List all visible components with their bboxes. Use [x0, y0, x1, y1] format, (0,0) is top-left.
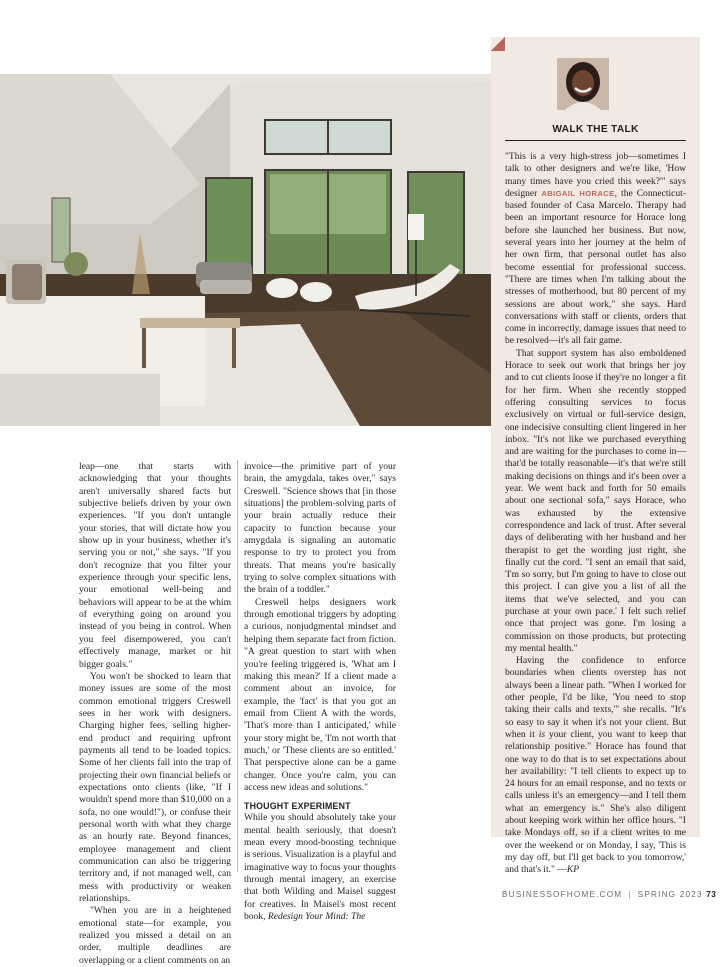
publication-url: BUSINESSOFHOME.COM: [502, 890, 623, 899]
section-subhead: THOUGHT EXPERIMENT: [244, 801, 351, 812]
sidebar-title: WALK THE TALK: [552, 124, 639, 135]
sidebar-corner-accent: [491, 37, 505, 51]
footer-separator: |: [628, 890, 632, 899]
sidebar-paragraph: That support system has also emboldened Horace to seek out work that brings her joy and to cut clients loose if they're no longer a fit for her firm. When she recently stopped offering consulting services to focus exclusively on virtual or full-service design, one indecisive consulting client lingered in her inbox. "It's not like we purchased everything and are waiting for the purchases to come in—that'd be totally reasonable—it's that we're still making decisions on things and it's been over a year. We went back and forth for 50 emails about one sectional sofa," says Horace, who was exhausted by the extensive correspondence and lack of trust. After several days of deliberating with her husband and her therapist to get the wording just right, she finally cut the cord. "I sent an email that said, 'I'm so sorry, but I'm going to have to close out this project. I can give you a list of all the items that we've selected, and you can purchase at your own pace.' I felt such relief once that project was gone. I'm losing a commission on those products, but protecting my mental health.": [505, 347, 686, 654]
article-paragraph: leap—one that starts with acknowledging that your thoughts aren't universally shared facts but subjective beliefs driven by your own experiences. "If you don't untangle your stories, that will dictate how you show up in your business, whether it's serving you or not," she says. "If you don't recognize that you filter your experience through your specific lens, your emotional well-being and behaviors will appear to be at the whim of everything going on around you instead of you being in control. When you feel disempowered, you can't effectively manage, market or hit bigger goals.": [79, 461, 231, 670]
article-paragraph: Creswell helps designers work through emotional triggers by adopting a curious, nonjudgmental mindset and helping them separate fact from fiction. "A great question to start with when you're feeling triggered is, 'What am I making this mean?' If a client made a comment about an invoice, for example, the 'fact' is that you got an email from Client A with the words, 'That's more than I anticipated,' while your story might be, 'I'm not worth that much,' or 'These clients are so entitled.' That perspective alone can be a game changer. Once you're calm, you can access new ideas and solutions.": [244, 596, 396, 793]
sidebar-body: [505, 151, 686, 877]
article-paragraph: "When you are in a heightened emotional state—for example, you realized you missed a detail on an order, multiple deadlines are overlapping or a client comments on an: [79, 905, 231, 966]
issue-label: SPRING 2023: [637, 890, 703, 899]
sidebar-text: Having the confidence to enforce boundaries when clients overstep has not always been a linear path. "When I worked for other people, I'd be like, 'You need to stop taking their calls and texts,'" she recalls. "It's so easy to say it when it's not your client. But when it: [505, 655, 686, 740]
page-number: 73: [706, 890, 717, 899]
bedroom-photo: [0, 74, 491, 426]
emphasis: is: [538, 728, 546, 740]
article-paragraph: [244, 812, 396, 923]
avatar: [557, 58, 609, 110]
sidebar-text: , the Connecticut-based founder of Casa Marcelo. Therapy had been an important resource for Horace long before she launched her business. But now, several years into her journey at the helm of her own firm, that personal outlet has also become essential for professional success. "There are times when I'm talking about the stresses of motherhood, but 80 percent of my sessions are about work," she says. Hard conversations with staff or clients, orders that come in incorrectly, damage issues that need to be resolved—it's all fair game.: [505, 187, 687, 347]
designer-name: ABIGAIL HORACE: [541, 188, 615, 198]
sidebar-text: your client, you want to keep that relationship positive." Horace has found that one way to do that is to set expectations about her availability: "I tell clients to expect up to 24 hours for an email response, and no texts or calls unless it's an emergency—and I tell them what an emergency is." She's also diligent about keeping work within her office hours. "I take Mondays off, so if a client writes to me over the weekend or on Monday, I say, 'This is my day off, but I'll get back to you tomorrow,' and that's it." —: [505, 728, 686, 876]
column-divider: [237, 460, 238, 872]
sidebar-paragraph: [505, 151, 686, 348]
article-column-2: [244, 461, 396, 923]
sidebar-paragraph: [505, 655, 686, 876]
sidebar-text: "This is a very high-stress job—sometimes I talk to other designers and we're like, 'How many times have you cried this week?'" says designer: [505, 151, 686, 199]
page-footer: [502, 890, 717, 899]
sidebar-title-rule: [505, 140, 686, 141]
article-paragraph: You won't be shocked to learn that money issues are some of the most common emotional triggers Creswell sees in her work with designers. Charging higher fees, selling higher-end product and requiring upfront payments all tend to be loaded topics. Some of her clients fall into the trap of projecting their own financial beliefs or expectations onto clients (like, "If I wouldn't spend more than $10,000 on a sofa, no one would!"), or confuse their personal worth with what they charge as an hourly rate. Beyond finances, employee management and client communication can also be triggering territory and, if not managed well, can mess with productivity or weaken relationships.: [79, 670, 231, 905]
portrait-illustration: [557, 58, 609, 110]
article-text: While you should absolutely take your mental health seriously, that doesn't mean every mood-boosting technique is serious. Visualization is a playful and imaginative way to focus your thoughts through mental imagery, an exercise that both Wilding and Maisel suggest for creatives. In Maisel's most recent book,: [244, 812, 396, 923]
article-paragraph: invoice—the primitive part of your brain, the amygdala, takes over," says Creswell. "Science shows that [in those situations] the problem-solving parts of your brain actually reduce their capacity to function because your amygdala is signaling an automatic response to try to protect you from threats. That means you're basically trying to solve complex situations with the brain of a toddler.": [244, 461, 396, 596]
bedroom-illustration: [0, 74, 491, 426]
author-initials: KP: [566, 864, 580, 876]
book-title: Redesign Your Mind: The: [267, 911, 366, 923]
article-column-1: [79, 461, 231, 967]
